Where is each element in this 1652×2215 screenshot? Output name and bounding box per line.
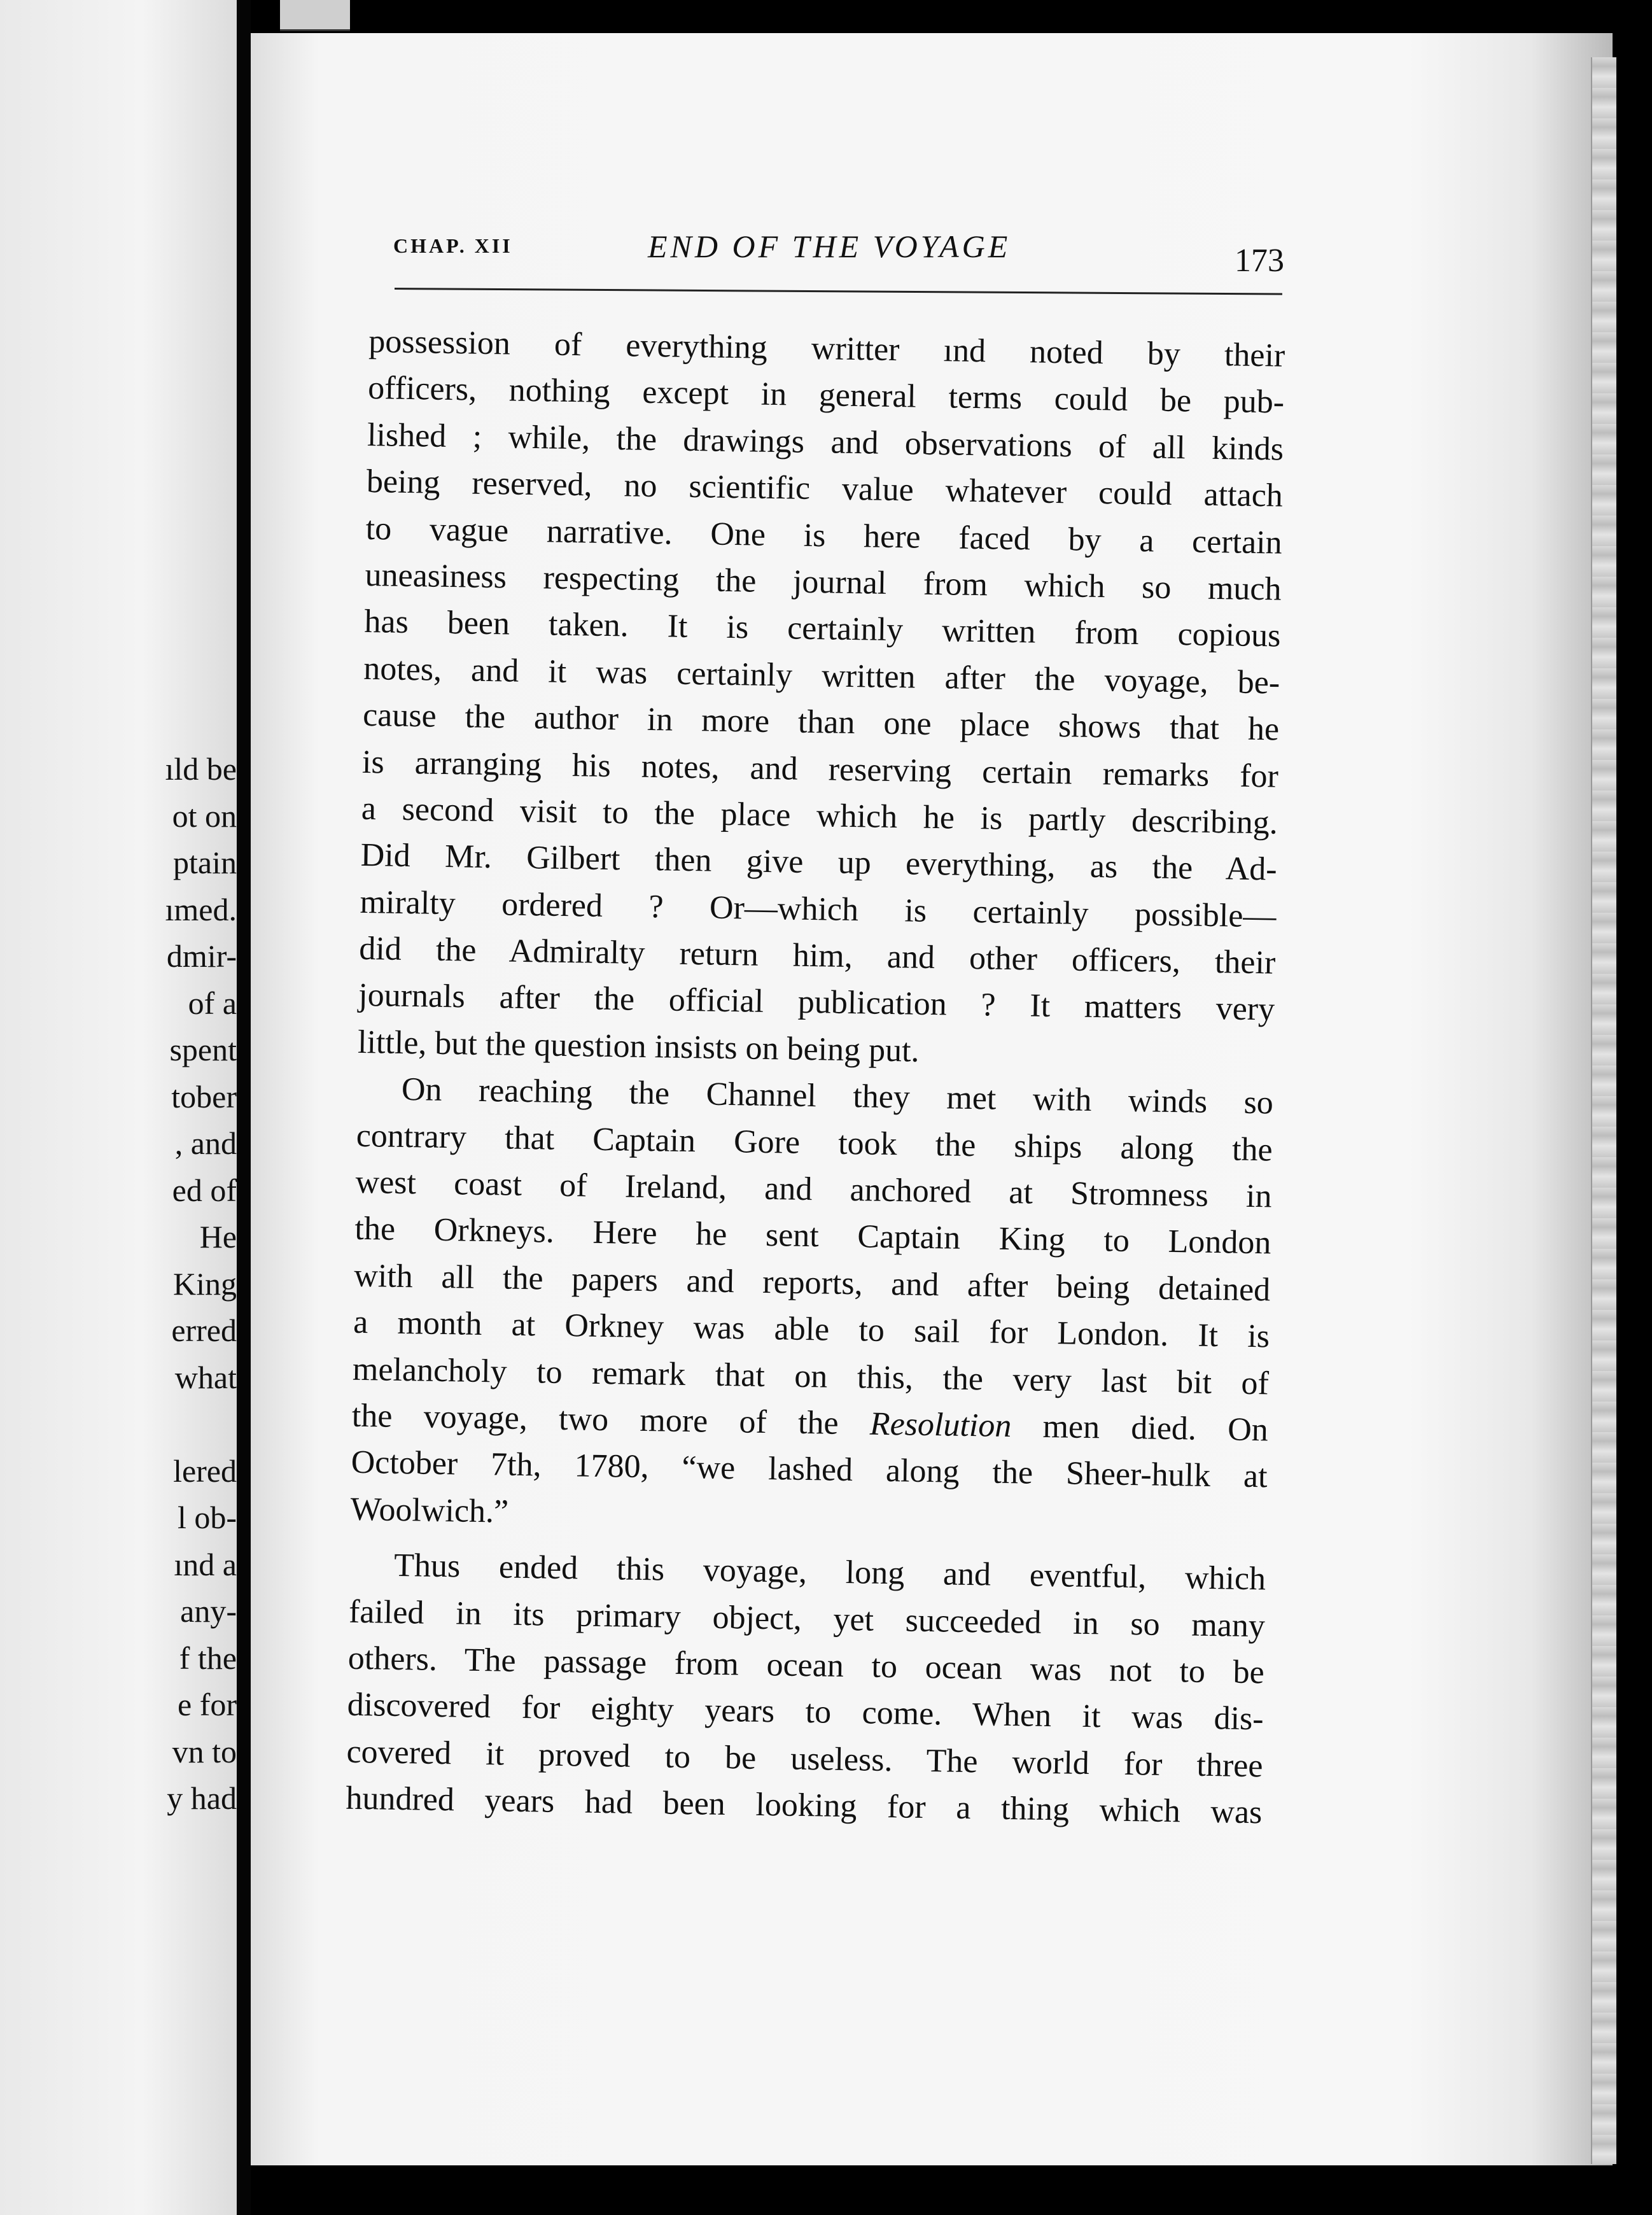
book-gutter [237,0,251,2215]
text-line: journals after the official publication ? It matters very [358,977,1275,1028]
left-line: ınd a [174,1546,237,1582]
text-line: to vague narrative. One is here faced by a certain [365,510,1283,561]
left-line: y had [167,1780,237,1816]
text-line: officers, nothing except in general terms could be pub- [367,370,1285,421]
left-line: e for [178,1687,237,1722]
page-edge [1591,57,1616,2164]
left-line: dmir- [166,938,237,974]
left-line: King [173,1265,237,1302]
left-line: ımed. [165,891,237,927]
text-line: melancholy to remark that on this, the very last bit of [352,1351,1270,1402]
text-line: On reaching the Channel they met with winds so [401,1071,1274,1122]
left-line: what [174,1359,237,1395]
text-line: west coast of Ireland, and anchored at Stromness in [355,1164,1272,1215]
running-header [393,223,1284,279]
left-line: , and [174,1125,237,1161]
text-line: lished ; while, the drawings and observations of all kinds [367,416,1284,468]
text-line: notes, and it was certainly written after the voyage, be- [363,650,1280,701]
left-page [0,0,237,2215]
text-line: hundred years had been looking for a thing which was [346,1780,1263,1831]
text-line: Woolwich.” [350,1491,509,1530]
left-line: spent [169,1032,237,1067]
ship-name: Resolution [869,1405,1012,1445]
text-line: contrary that Captain Gore took the ships along the [356,1117,1273,1169]
left-line: lered [173,1452,237,1489]
left-line: erred [171,1312,237,1348]
page-number: 173 [1235,243,1284,279]
left-line: f the [179,1640,237,1676]
text-line: failed in its primary object, yet succeeded in so many [348,1593,1266,1644]
text-line: little, but the question insists on being put. [357,1023,920,1069]
text-line: Did Mr. Gilbert then give up everything, as the Ad- [360,837,1278,888]
left-page-text [0,746,237,1822]
left-line: ed of [172,1172,237,1208]
left-line: l ob- [177,1500,237,1535]
text-line: did the Admiralty return him, and other officers, their [358,930,1276,981]
text-line: discovered for eighty years to come. When it was dis- [347,1687,1264,1738]
text-line: a second visit to the place which he is partly describing. [361,790,1278,841]
text-line: is arranging his notes, and reserving certain remarks for [361,743,1279,795]
left-line [0,1401,237,1448]
text-line: a month at Orkney was able to sail for London. It is [353,1304,1270,1355]
running-title: END OF THE VOYAGE [648,229,1011,264]
text-line: being reserved, no scientific value whatever could attach [366,463,1284,514]
left-line: any- [180,1593,237,1629]
text-line: miralty ordered ? Or—which is certainly possible— [360,883,1277,935]
text-line: has been taken. It is certainly written from copious [364,603,1281,654]
text-segment: the voyage, two more of the [351,1397,839,1442]
text-line: possession of everything writter ınd noted by their [368,323,1285,374]
text-line: uneasiness respecting the journal from which so much [365,556,1282,608]
text-line: the Orkneys. Here he sent Captain King to London [354,1211,1271,1262]
running-chapter: CHAP. XII [393,234,513,257]
text-line: with all the papers and reports, and after being detained [353,1257,1271,1309]
left-line: He [199,1219,237,1255]
left-line: ıld be [165,751,237,787]
left-line: tober [171,1078,237,1115]
left-line: ptain [173,845,237,880]
body-text [346,318,1285,1836]
text-line: Thus ended this voyage, long and eventful, which [393,1547,1266,1598]
text-segment: men died. On [1042,1408,1269,1449]
left-line: vn to [172,1733,237,1769]
text-line: cause the author in more than one place shows that he [362,697,1280,748]
text-line: October 7th, 1780, “we lashed along the Sheer-hulk at [351,1444,1268,1495]
text-line: covered it proved to be useless. The world for three [346,1733,1263,1785]
page-tab-scrap [280,0,350,31]
left-line: ot on [172,798,237,834]
text-line: others. The passage from ocean to ocean was not to be [347,1640,1265,1691]
left-line: of a [188,985,237,1021]
